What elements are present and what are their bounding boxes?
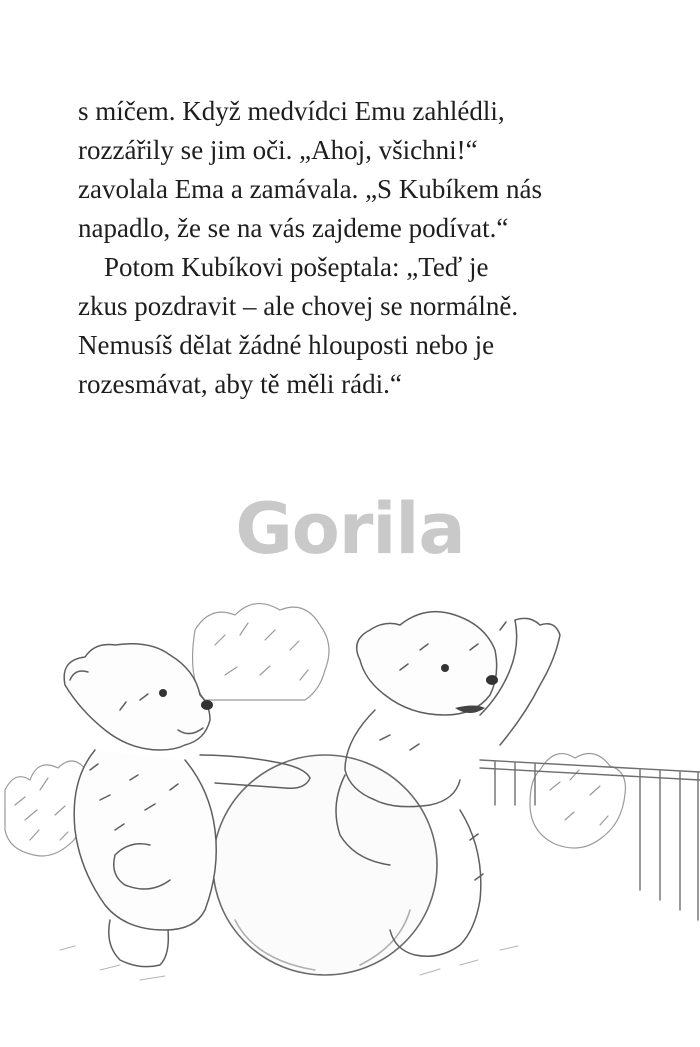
watermark-logo: Gorila [235,488,465,570]
bush-center [193,604,329,700]
text-line: zkus pozdravit – ale chovej se normálně. [78,291,519,321]
text-line: Potom Kubíkovi pošeptala: „Teď je [104,252,489,282]
text-line: rozesmávat, aby tě měli rádi.“ [78,369,402,399]
text-line: rozzářily se jim oči. „Ahoj, všichni!“ [78,135,478,165]
text-line: zavolala Ema a zamávala. „S Kubíkem nás [78,174,543,204]
text-line: napadlo, že se na vás zajdeme podívat.“ [78,213,509,243]
fence [480,760,700,920]
text-line: Nemusíš dělat žádné hlouposti nebo je [78,330,495,360]
story-text [78,92,638,404]
ball [213,755,437,975]
bear-cubs-illustration [0,590,700,1047]
text-line: s míčem. Když medvídci Emu zahlédli, [78,96,505,126]
